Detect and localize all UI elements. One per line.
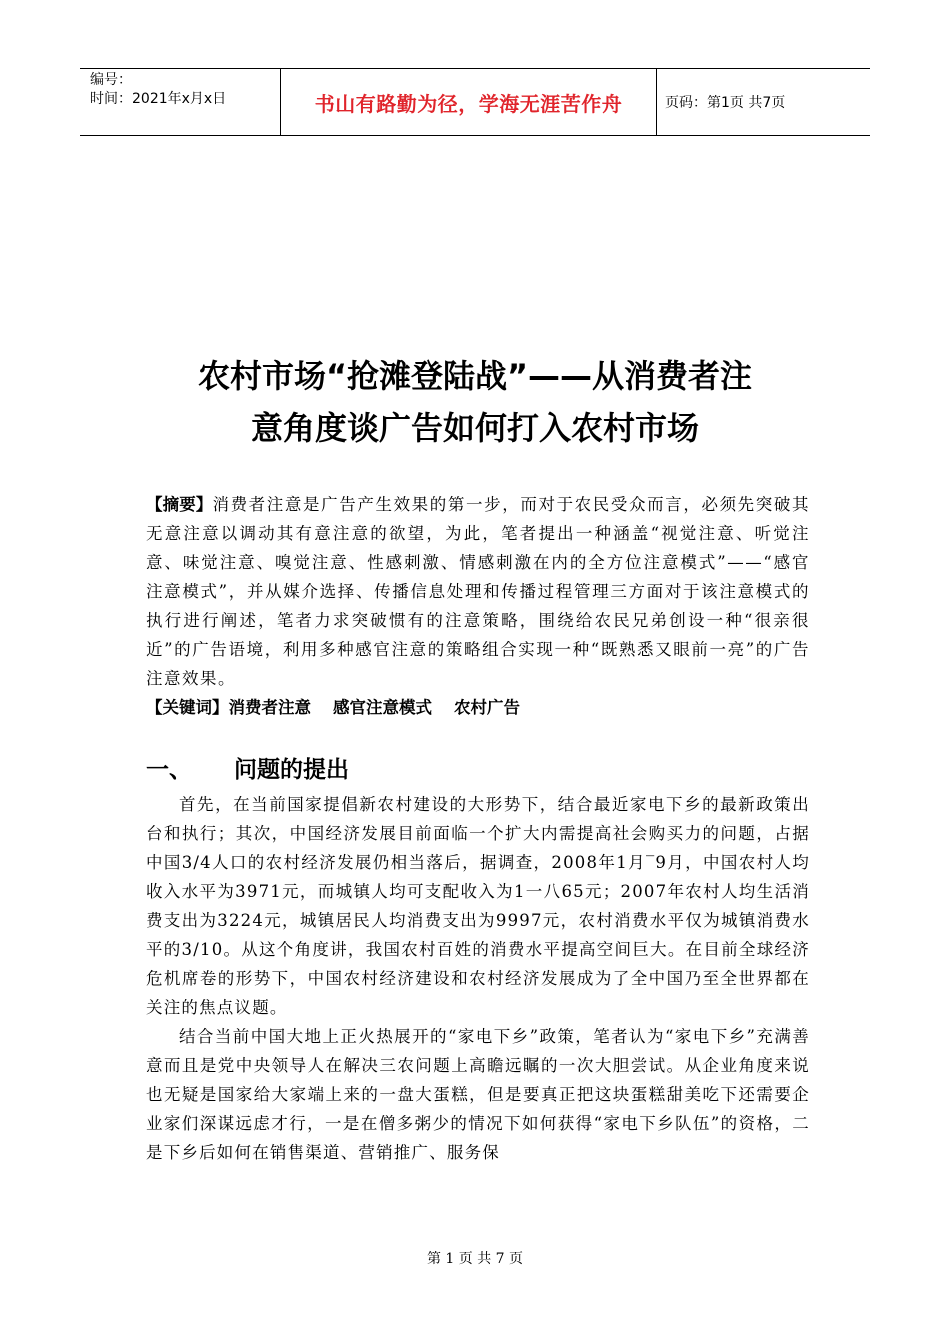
page-footer: 第 1 页 共 7 页	[426, 1251, 524, 1267]
keywords-label: 【关键词】	[146, 698, 229, 717]
body-paragraph: 结合当前中国大地上正火热展开的“家电下乡”政策，笔者认为“家电下乡”充满善意而且是党中央领导人在解决三农问题上高瞻远瞩的一次大胆尝试。从企业角度来说也无疑是国家给大家端上来的一盘大蛋糕，但是要真正把这块蛋糕甜美吃下还需要企业家们深谋远虑才行，一是在僧多粥少的情况下如何获得“家电下乡队伍”的资格，二是下乡后如何在销售渠道、营销推广、服务保	[146, 1027, 810, 1162]
abstract-text: 消费者注意是广告产生效果的第一步，而对于农民受众而言，必须先突破其无意注意以调动其有意注意的欲望，为此，笔者提出一种涵盖“视觉注意、听觉注意、味觉注意、嗅觉注意、性感刺激、情感刺激在内的全方位注意模式”——“感官注意模式”，并从媒介选择、传播信息处理和传播过程管理三方面对于该注意模式的执行进行阐述，笔者力求突破惯有的注意策略，围绕给农民兄弟创设一种“很亲很近”的广告语境，利用多种感官注意的策略组合实现一种“既熟悉又眼前一亮”的广告注意效果。	[146, 495, 811, 688]
abstract-label: 【摘要】	[146, 495, 213, 514]
keyword-item: 感官注意模式	[333, 698, 432, 717]
abstract	[146, 490, 810, 693]
document-body	[146, 490, 810, 1167]
keyword-item: 农村广告	[454, 698, 520, 717]
header-meta-cell	[80, 69, 281, 135]
header-time-label: 时间：2021年x月x日	[90, 91, 227, 107]
header-number-label: 编号：	[90, 72, 132, 88]
header-page-info: 页码：第1页 共7页	[665, 95, 786, 111]
header-motto: 书山有路勤为径，学海无涯苦作舟	[281, 69, 657, 135]
title-line-2: 意角度谈广告如何打入农村市场	[250, 409, 699, 447]
keywords	[146, 693, 810, 722]
section-title: 问题的提出	[234, 757, 349, 783]
section-heading	[146, 752, 810, 788]
title-line-1: 农村市场“抢滩登陆战”——从消费者注	[197, 357, 753, 395]
section-number: 一、	[146, 757, 192, 783]
body-paragraph: 首先，在当前国家提倡新农村建设的大形势下，结合最近家电下乡的最新政策出台和执行；其次，中国经济发展目前面临一个扩大内需提高社会购买力的问题，占据中国3/4人口的农村经济发展仍相当落后，据调查，2008年1月‾9月，中国农村人均收入水平为3971元，而城镇人均可支配收入为1一八65元；2007年农村人均生活消费支出为3224元，城镇居民人均消费支出为9997元，农村消费水平仅为城镇消费水平的3/10。从这个角度讲，我国农村百姓的消费水平提高空间巨大。在目前全球经济危机席卷的形势下，中国农村经济建设和农村经济发展成为了全中国乃至全世界都在关注的焦点议题。	[146, 795, 810, 1017]
keyword-item: 消费者注意	[228, 698, 311, 717]
document-header	[80, 68, 870, 136]
document-title	[100, 350, 850, 454]
